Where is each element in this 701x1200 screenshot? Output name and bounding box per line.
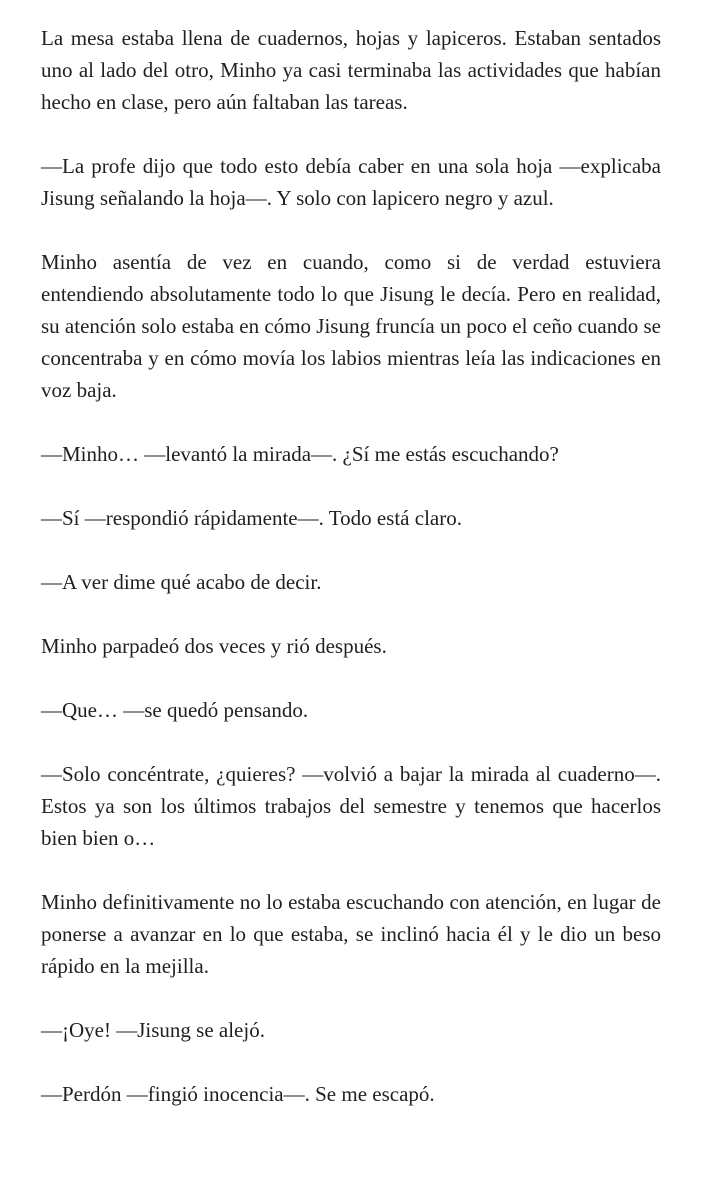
paragraph-12: —Perdón —fingió inocencia—. Se me escapó. [41,1082,435,1106]
paragraph-2: —La profe dijo que todo esto debía caber en una sola hoja —explicaba Jisung señalando la hoja—. Y solo con lapicero negro y azul. [41,154,661,210]
paragraph-11: —¡Oye! —Jisung se alejó. [41,1018,265,1042]
story-text [41,22,661,1110]
paragraph-9: —Solo concéntrate, ¿quieres? —volvió a bajar la mirada al cuaderno—. Estos ya son los últimos trabajos del semestre y tenemos que hacerlos bien bien o… [41,762,661,850]
paragraph-1: La mesa estaba llena de cuadernos, hojas y lapiceros. Estaban sentados uno al lado del otro, Minho ya casi terminaba las actividades que habían hecho en clase, pero aún faltaban las tareas. [41,26,661,114]
paragraph-7: Minho parpadeó dos veces y rió después. [41,634,387,658]
paragraph-6: —A ver dime qué acabo de decir. [41,570,322,594]
paragraph-3: Minho asentía de vez en cuando, como si de verdad estuviera entendiendo absolutamente todo lo que Jisung le decía. Pero en realidad, su atención solo estaba en cómo Jisung fruncía un poco el ceño cuando se concentraba y en cómo movía los labios mientras leía las indicaciones en voz baja. [41,250,661,402]
paragraph-8: —Que… —se quedó pensando. [41,698,309,722]
paragraph-5: —Sí —respondió rápidamente—. Todo está claro. [41,506,462,530]
paragraph-4: —Minho… —levantó la mirada—. ¿Sí me estás escuchando? [41,442,559,466]
paragraph-10: Minho definitivamente no lo estaba escuchando con atención, en lugar de ponerse a avanzar en lo que estaba, se inclinó hacia él y le dio un beso rápido en la mejilla. [41,890,661,978]
